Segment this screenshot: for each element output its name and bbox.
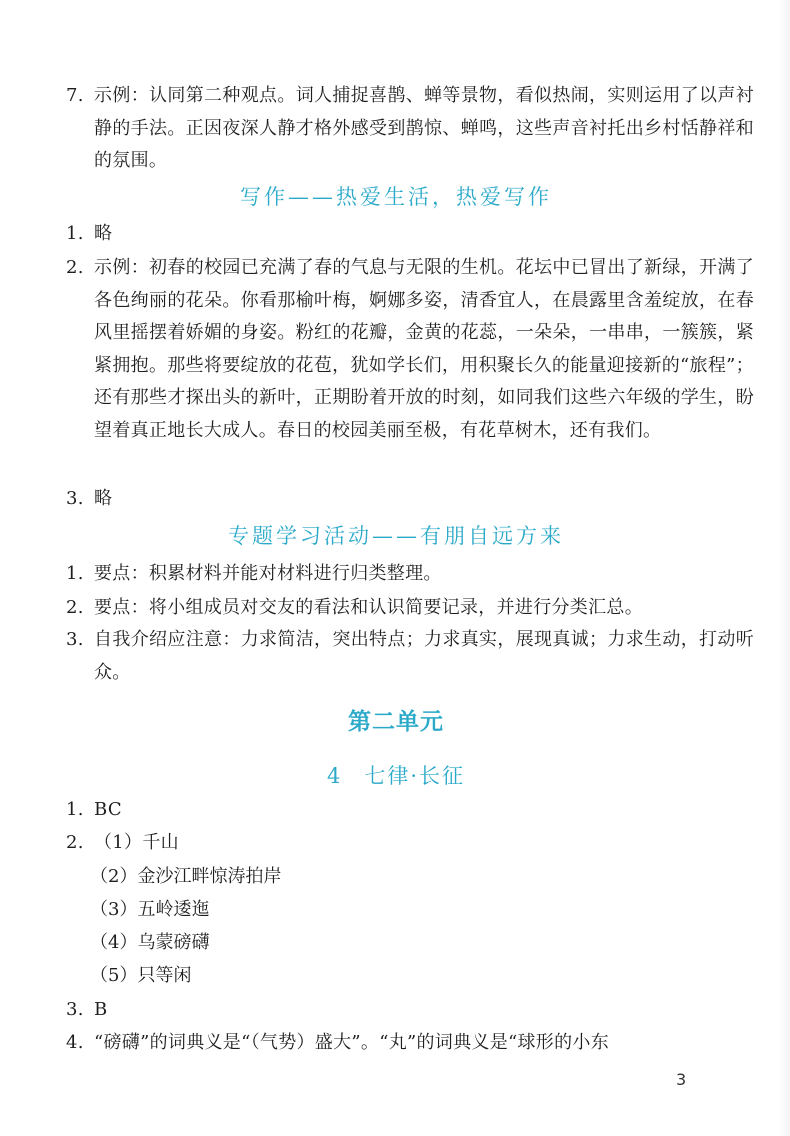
item-text: 示例：认同第二种观点。词人捕捉喜鹊、蝉等景物，看似热闹，实则运用了以声衬静的手法。正因夜深人静才格外感受到鹊惊、蝉鸣，这些声音衬托出乡村恬静祥和的氛围。 xyxy=(94,85,754,171)
sub-answer: （2）金沙江畔惊涛拍岸 xyxy=(90,866,282,887)
lesson-title xyxy=(66,760,726,792)
item-number: 3. xyxy=(66,999,84,1020)
item-text: B xyxy=(94,999,108,1020)
item-number: 2. xyxy=(66,257,84,278)
item-text: “磅礴”的词典义是“（气势）盛大”。“丸”的词典义是“球形的小东 xyxy=(94,1032,610,1053)
lesson-item-2 xyxy=(66,827,754,860)
writing-item-3 xyxy=(66,483,754,516)
item-number: 3. xyxy=(66,488,84,509)
item-text: BC xyxy=(94,799,122,820)
sub-answer: （4）乌蒙磅礴 xyxy=(90,932,210,953)
item-number: 2. xyxy=(66,832,84,853)
item-text: 略 xyxy=(94,488,113,509)
item-number: 1. xyxy=(66,563,84,584)
unit-title: 第二单元 xyxy=(348,709,444,735)
sub-answer: （3）五岭逶迤 xyxy=(90,899,210,920)
item-text: 略 xyxy=(94,223,113,244)
lesson-number: 4 xyxy=(326,764,343,788)
section-title-writing: 写作——热爱生活，热爱写作 xyxy=(240,185,552,209)
item-number: 1. xyxy=(66,223,84,244)
page-edge-shade xyxy=(778,0,790,1136)
item-number: 7. xyxy=(66,85,84,106)
writing-item-2 xyxy=(66,252,754,447)
item-text: 示例：初春的校园已充满了春的气息与无限的生机。花坛中已冒出了新绿，开满了各色绚丽的花朵。你看那榆叶梅，婀娜多姿，清香宜人，在晨露里含羞绽放，在春风里摇摆着娇媚的身姿。粉红的花瓣，金黄的花蕊，一朵朵，一串串，一簇簇，紧紧拥抱。那些将要绽放的花苞，犹如学长们，用积聚长久的能量迎接新的“旅程”；还有那些才探出头的新叶，正期盼着开放的时刻，如同我们这些六年级的学生，盼望着真正地长大成人。春日的校园美丽至极，有花草树木，还有我们。 xyxy=(94,257,754,441)
item-text: 要点：积累材料并能对材料进行归类整理。 xyxy=(94,563,442,584)
writing-item-1 xyxy=(66,218,754,251)
lesson-item-1 xyxy=(66,794,754,827)
item-text: 自我介绍应注意：力求简洁，突出特点；力求真实，展现真诚；力求生动，打动听众。 xyxy=(94,629,754,683)
activity-item-1 xyxy=(66,558,754,591)
item-number: 3. xyxy=(66,629,84,650)
answer-item-7 xyxy=(66,80,754,178)
activity-item-3 xyxy=(66,624,754,689)
section-title-activity: 专题学习活动——有朋自远方来 xyxy=(228,524,564,548)
item-number: 4. xyxy=(66,1032,84,1053)
lesson-item-4 xyxy=(66,1027,754,1060)
item-number: 2. xyxy=(66,597,84,618)
page-number: 3 xyxy=(676,1070,687,1089)
item-text: 要点：将小组成员对交友的看法和认识简要记录，并进行分类汇总。 xyxy=(94,597,643,618)
sub-answer: （1）千山 xyxy=(94,832,179,853)
lesson-name: 七律·长征 xyxy=(364,764,466,788)
activity-item-2 xyxy=(66,592,754,625)
lesson-item-3 xyxy=(66,994,754,1027)
item-number: 1. xyxy=(66,799,84,820)
sub-answer: （5）只等闲 xyxy=(90,965,192,986)
